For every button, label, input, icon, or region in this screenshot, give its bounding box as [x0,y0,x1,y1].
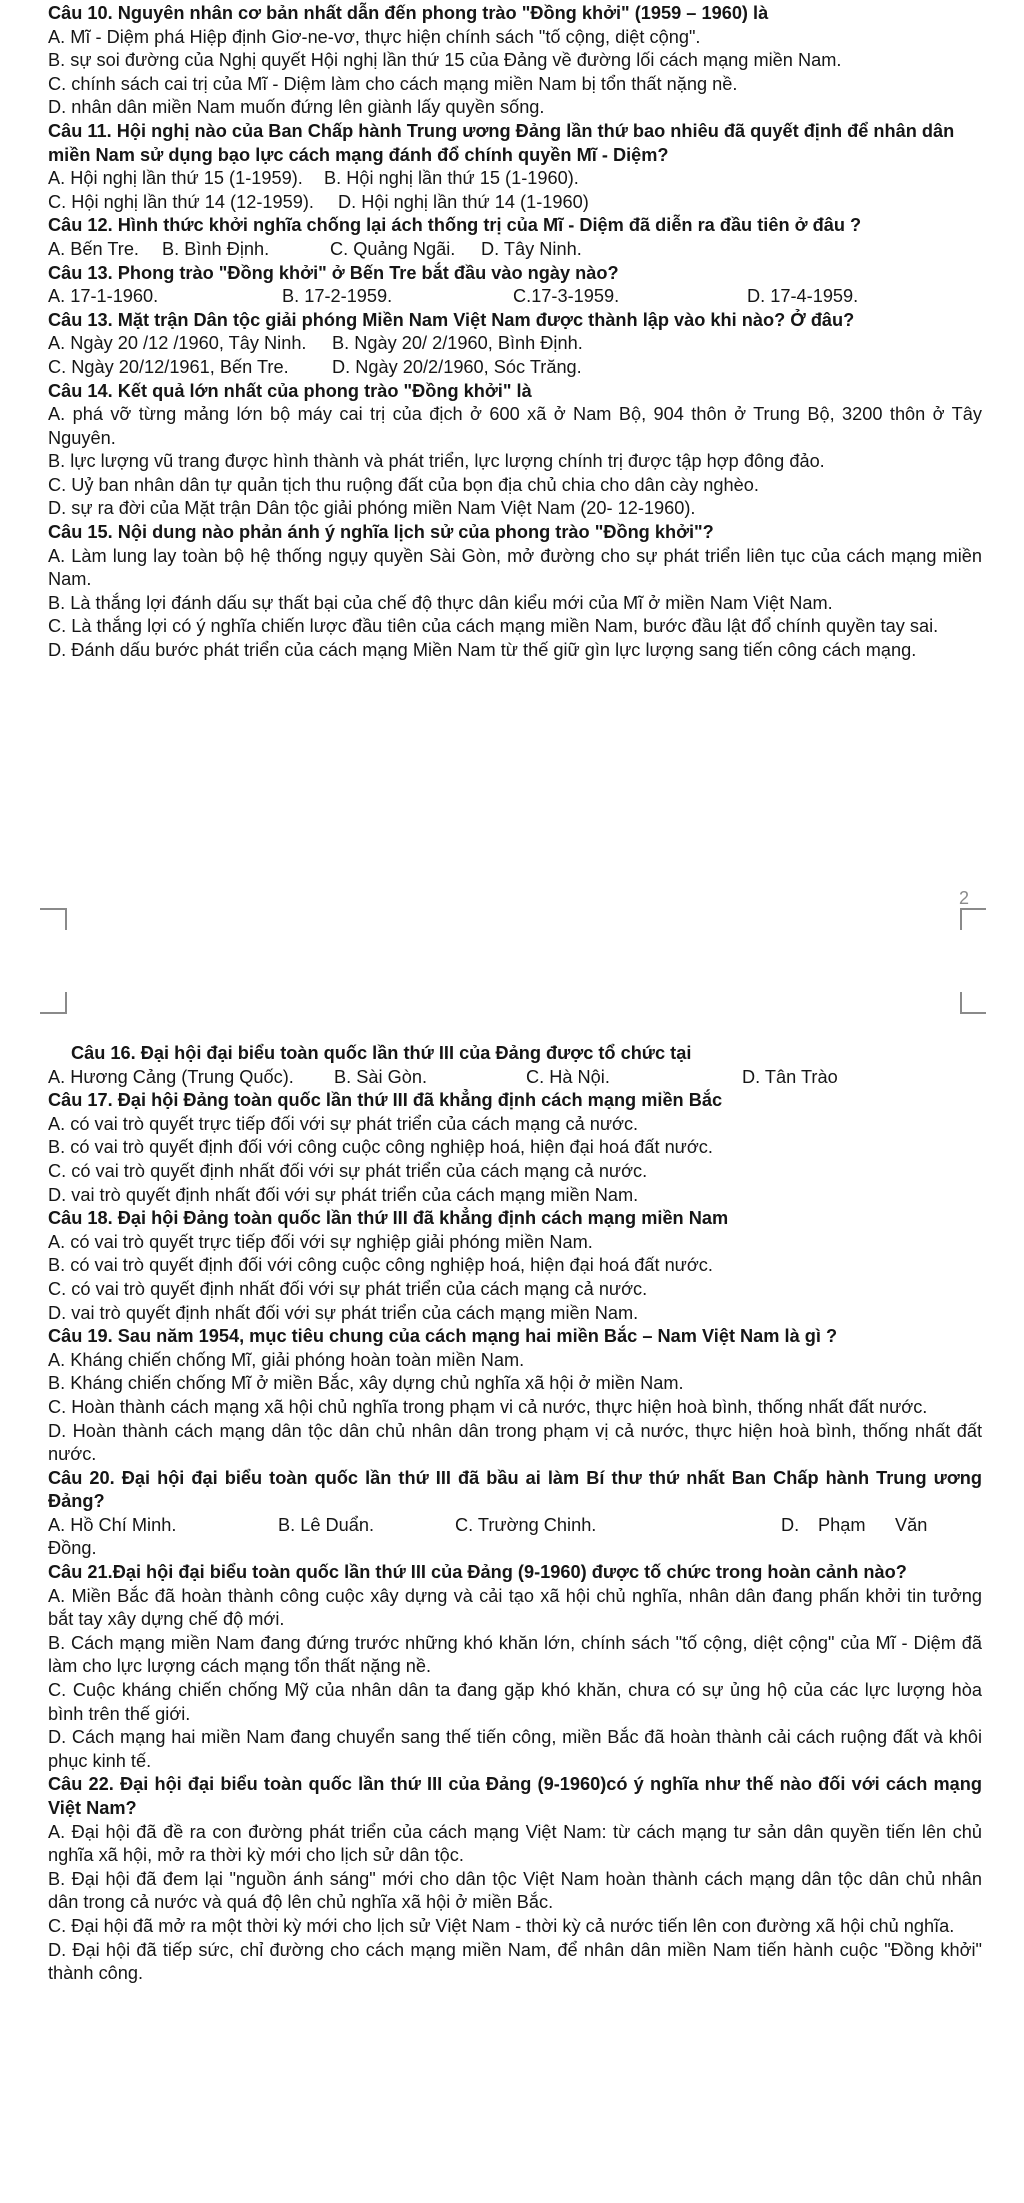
question-text: Câu 18. Đại hội Đảng toàn quốc lần thứ III đã khẳng định cách mạng miền Nam [48,1208,729,1229]
option-b: B. có vai trò quyết định đối với công cuộc công nghiệp hoá, hiện đại hoá đất nước. [48,1255,713,1276]
option-a: A. Kháng chiến chống Mĩ, giải phóng hoàn toàn miền Nam. [48,1349,525,1370]
option-d-word: Phạm [818,1514,866,1535]
question-text: Câu 13. Phong trào "Đồng khởi" ở Bến Tre bắt đầu vào ngày nào? [48,262,619,283]
question-18 [48,1207,982,1325]
option-a: A. Đại hội đã đề ra con đường phát triển của cách mạng Việt Nam: từ cách mạng tư sản dân quyền tiến lên chủ nghĩa xã hội, mở ra thời kỳ mới cho lịch sử dân tộc. [48,1821,982,1866]
question-14 [48,380,982,522]
option-b: B. Là thắng lợi đánh dấu sự thất bại của chế độ thực dân kiểu mới của Mĩ ở miền Nam Việt Nam. [48,592,833,613]
option-c: C. Cuộc kháng chiến chống Mỹ của nhân dân ta đang gặp khó khăn, chưa có sự ủng hộ của các lực lượng hòa bình trên thế giới. [48,1680,982,1724]
option-c: C. có vai trò quyết định nhất đối với sự phát triển của cách mạng cả nước. [48,1278,648,1299]
option-d: D. Cách mạng hai miền Nam đang chuyển sang thế tiến công, miền Bắc đã hoàn thành cải cách ruộng đất và khôi phục kinh tế. [48,1727,982,1771]
option-d: D. Hội nghị lần thứ 14 (1-1960) [338,191,589,212]
option-d: D. vai trò quyết định nhất đối với sự phát triển của cách mạng miền Nam. [48,1302,639,1323]
options-row [48,332,982,356]
option-a: A. Ngày 20 /12 /1960, Tây Ninh. [48,333,307,354]
question-17 [48,1089,982,1207]
option-d: D. 17-4-1959. [747,286,859,307]
option-d: D. Ngày 20/2/1960, Sóc Trăng. [332,356,582,377]
page-2 [48,1042,982,1986]
option-c: C. Trường Chinh. [455,1514,597,1535]
option-a: A. Hương Cảng (Trung Quốc). [48,1066,294,1087]
option-b: B. Lê Duẩn. [278,1514,375,1535]
option-a: A. Miền Bắc đã hoàn thành công cuộc xây dựng và cải tạo xã hội chủ nghĩa, nhân dân đang phấn khởi tin tưởng bắt tay xây dựng chế độ mới. [48,1585,982,1630]
option-b: B. Ngày 20/ 2/1960, Bình Định. [332,333,583,354]
question-text: Câu 12. Hình thức khởi nghĩa chống lại ách thống trị của Mĩ - Diệm đã diễn ra đầu tiên ở đâu ? [48,215,862,236]
option-d: D. Đại hội đã tiếp sức, chỉ đường cho cách mạng miền Nam, để nhân dân miền Nam tiến hành cuộc "Đồng khởi" thành công. [48,1939,982,1984]
question-10 [48,2,982,120]
question-19 [48,1325,982,1467]
option-c: C. có vai trò quyết định nhất đối với sự phát triển của cách mạng cả nước. [48,1160,648,1181]
option-d: D. Tây Ninh. [481,238,582,259]
option-c: C. Hà Nội. [526,1066,610,1087]
option-d-word: Văn [895,1514,928,1535]
question-13-front-founding [48,309,982,380]
option-d: D. nhân dân miền Nam muốn đứng lên giành lấy quyền sống. [48,97,545,118]
options-row [48,167,982,191]
option-d-label: D. [781,1514,800,1535]
crop-mark [960,908,986,930]
question-text: Câu 21.Đại hội đại biểu toàn quốc lần thứ III của Đảng (9-1960) được tố chức trong hoàn cảnh nào? [48,1562,907,1583]
page-1 [48,2,982,663]
option-b: B. có vai trò quyết định đối với công cuộc công nghiệp hoá, hiện đại hoá đất nước. [48,1137,713,1158]
question-15 [48,521,982,663]
crop-mark [960,992,986,1014]
option-b: B. sự soi đường của Nghị quyết Hội nghị lần thứ 15 của Đảng về đường lối cách mạng miền Nam. [48,50,842,71]
option-b: B. Cách mạng miền Nam đang đứng trước những khó khăn lớn, chính sách "tố cộng, diệt cộng" của Mĩ - Diệm đã làm cho lực lượng cách mạng tổn thất nặng nề. [48,1632,982,1677]
option-a: A. Hồ Chí Minh. [48,1514,177,1535]
question-text: Câu 22. Đại hội đại biểu toàn quốc lần thứ III của Đảng (9-1960)có ý nghĩa như thế nào đối với cách mạng Việt Nam? [48,1774,982,1818]
option-c: C. Ngày 20/12/1961, Bến Tre. [48,356,289,377]
option-b: B. Hội nghị lần thứ 15 (1-1960). [324,168,579,189]
options-row [48,356,982,380]
options-row [48,1514,982,1538]
option-a: A. Mĩ - Diệm phá Hiệp định Giơ-ne-vơ, thực hiện chính sách "tố cộng, diệt cộng". [48,26,701,47]
option-b: B. Sài Gòn. [334,1066,428,1087]
question-16 [48,1042,982,1089]
option-c: C.17-3-1959. [513,286,620,307]
option-b: B. 17-2-1959. [282,286,393,307]
question-12 [48,214,982,261]
page-number: 2 [959,888,970,908]
option-d: D. Hoàn thành cách mạng dân tộc dân chủ nhân dân trong phạm vị cả nước, thực hiện hoà bình, thống nhất đất nước. [48,1420,982,1465]
option-a: A. có vai trò quyết trực tiếp đối với sự phát triển của cách mạng cả nước. [48,1113,639,1134]
option-c: C. Hội nghị lần thứ 14 (12-1959). [48,191,314,212]
option-b: B. Đại hội đã đem lại "nguồn ánh sáng" mới cho dân tộc Việt Nam hoàn thành cách mạng dân tộc dân chủ nhân dân trong cả nước và quá độ lên chủ nghĩa xã hội ở miền Bắc. [48,1868,982,1913]
option-b: B. Bình Định. [162,238,270,259]
question-text: Câu 10. Nguyên nhân cơ bản nhất dẫn đến phong trào "Đồng khởi" (1959 – 1960) là [48,3,769,23]
question-11 [48,120,982,214]
option-a: A. Bến Tre. [48,238,139,259]
option-a: A. Làm lung lay toàn bộ hệ thống ngụy quyền Sài Gòn, mở đường cho sự phát triển liên tục của cách mạng miền Nam. [48,545,982,590]
option-d: D. Tân Trào [742,1066,838,1087]
question-22 [48,1773,982,1985]
option-c: C. Đại hội đã mở ra một thời kỳ mới cho lịch sử Việt Nam - thời kỳ cả nước tiến lên con đường xã hội chủ nghĩa. [48,1915,955,1936]
option-c: C. Quảng Ngãi. [330,238,456,259]
option-a: A. có vai trò quyết trực tiếp đối với sự nghiệp giải phóng miền Nam. [48,1231,593,1252]
question-text: Câu 16. Đại hội đại biểu toàn quốc lần thứ III của Đảng được tổ chức tại [71,1043,692,1063]
question-text: Câu 19. Sau năm 1954, mục tiêu chung của cách mạng hai miền Bắc – Nam Việt Nam là gì ? [48,1326,838,1347]
question-text: Câu 14. Kết quả lớn nhất của phong trào "Đồng khởi" là [48,380,532,401]
options-row [48,191,982,215]
crop-mark [40,992,67,1014]
option-a: A. 17-1-1960. [48,286,159,307]
question-20 [48,1467,982,1561]
option-c: C. Uỷ ban nhân dân tự quản tịch thu ruộng đất của bọn địa chủ chia cho dân cày nghèo. [48,474,759,495]
option-c: C. Là thắng lợi có ý nghĩa chiến lược đầu tiên của cách mạng miền Nam, bước đầu lật đổ chính quyền tay sai. [48,616,939,637]
options-row [48,1066,982,1090]
question-text: Câu 17. Đại hội Đảng toàn quốc lần thứ III đã khẳng định cách mạng miền Bắc [48,1090,723,1111]
options-row [48,285,982,309]
options-row [48,238,982,262]
option-b: B. lực lượng vũ trang được hình thành và phát triển, lực lượng chính trị được tập hợp đông đảo. [48,451,825,472]
question-text: Câu 13. Mặt trận Dân tộc giải phóng Miền Nam Việt Nam được thành lập vào khi nào? Ở đâu? [48,309,855,330]
option-c: C. Hoàn thành cách mạng xã hội chủ nghĩa trong phạm vi cả nước, thực hiện hoà bình, thống nhất đất nước. [48,1396,928,1417]
option-d-continuation: Đồng. [48,1538,97,1559]
question-text: Câu 20. Đại hội đại biểu toàn quốc lần thứ III đã bầu ai làm Bí thư thứ nhất Ban Chấp hành Trung ương Đảng? [48,1467,982,1512]
question-13-dong-khoi-date [48,262,982,309]
option-d: D. vai trò quyết định nhất đối với sự phát triển của cách mạng miền Nam. [48,1184,639,1205]
question-21 [48,1561,982,1773]
option-d: D. sự ra đời của Mặt trận Dân tộc giải phóng miền Nam Việt Nam (20- 12-1960). [48,498,696,519]
question-text: Câu 11. Hội nghị nào của Ban Chấp hành Trung ương Đảng lần thứ bao nhiêu đã quyết định để nhân dân miền Nam sử dụng bạo lực cách mạng đánh đổ chính quyền Mĩ - Diệm? [48,120,955,165]
option-c: C. chính sách cai trị của Mĩ - Diệm làm cho cách mạng miền Nam bị tổn thất nặng nề. [48,73,738,94]
option-d: D. Đánh dấu bước phát triển của cách mạng Miền Nam từ thế giữ gìn lực lượng sang tiến công cách mạng. [48,640,917,661]
option-b: B. Kháng chiến chống Mĩ ở miền Bắc, xây dựng chủ nghĩa xã hội ở miền Nam. [48,1373,684,1394]
question-text: Câu 15. Nội dung nào phản ánh ý nghĩa lịch sử của phong trào "Đồng khởi"? [48,522,714,543]
crop-mark [40,908,67,930]
option-a: A. Hội nghị lần thứ 15 (1-1959). [48,168,303,189]
option-a: A. phá vỡ từng mảng lớn bộ máy cai trị của địch ở 600 xã ở Nam Bộ, 904 thôn ở Trung Bộ, 3200 thôn ở Tây Nguyên. [48,404,982,448]
